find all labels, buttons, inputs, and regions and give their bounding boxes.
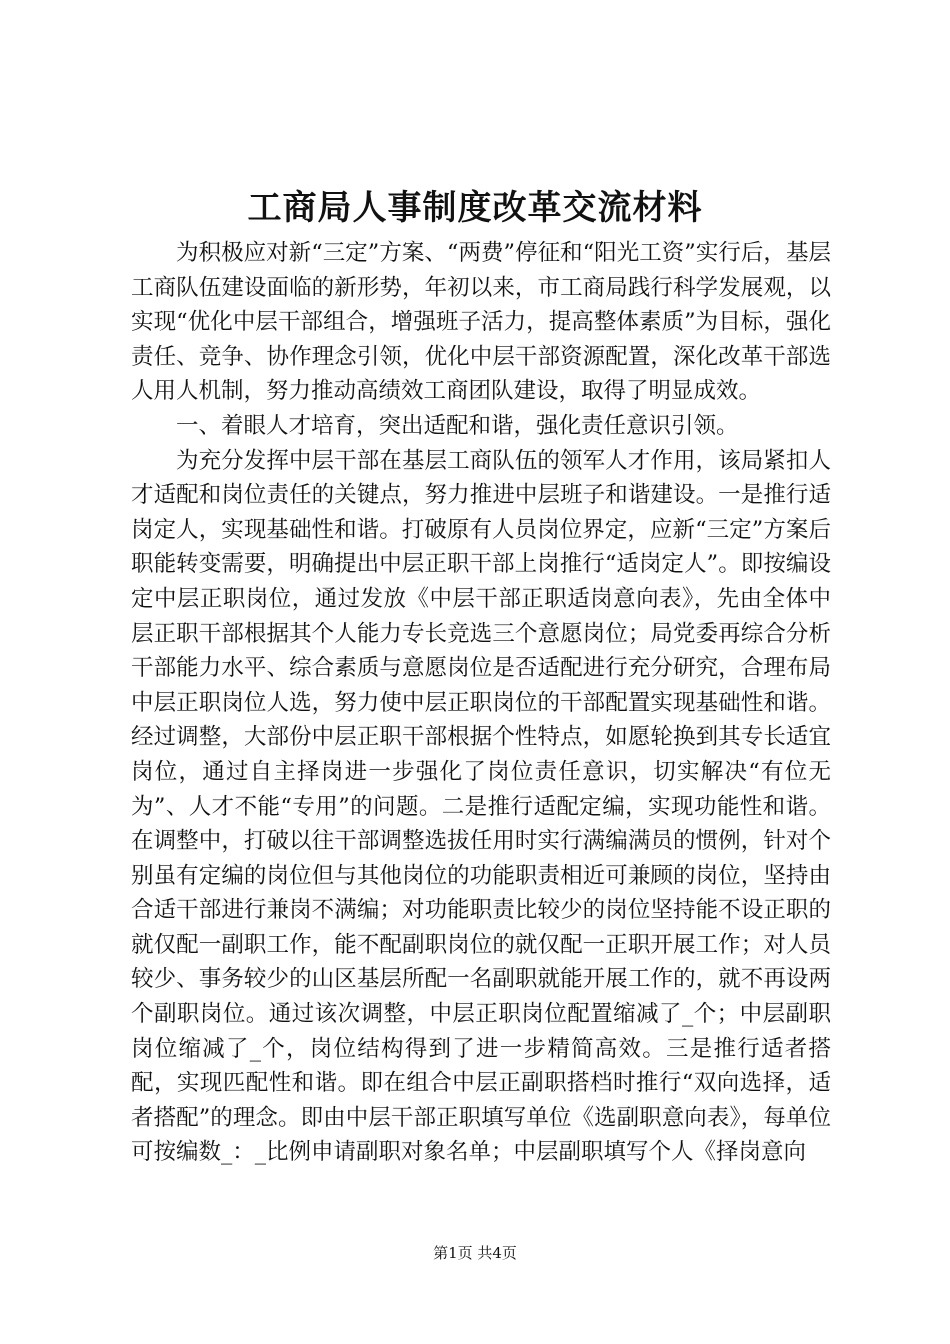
page-number: 第1页 共4页 [433,1244,517,1262]
body-paragraph: 为充分发挥中层干部在基层工商队伍的领军人才作用，该局紧扣人才适配和岗位责任的关键点，努力推进中层班子和谐建设。一是推行适岗定人，实现基础性和谐。打破原有人员岗位界定，应新“三定”方案后职能转变需要，明确提出中层正职干部上岗推行“适岗定人”。即按编设定中层正职岗位，通过发放《中层干部正职适岗意向表》，先由全体中层正职干部根据其个人能力专长竞选三个意愿岗位；局党委再综合分析干部能力水平、综合素质与意愿岗位是否适配进行充分研究，合理布局中层正职岗位人选，努力使中层正职岗位的干部配置实现基础性和谐。经过调整，大部份中层正职干部根据个性特点，如愿轮换到其专长适宜岗位，通过自主择岗进一步强化了岗位责任意识，切实解决“有位无为”、人才不能“专用”的问题。二是推行适配定编，实现功能性和谐。在调整中，打破以往干部调整选拔任用时实行满编满员的惯例，针对个别虽有定编的岗位但与其他岗位的功能职责相近可兼顾的岗位，坚持由合适干部进行兼岗不满编；对功能职责比较少的岗位坚持能不设正职的就仅配一副职工作，能不配副职岗位的就仅配一正职开展工作；对人员较少、事务较少的山区基层所配一名副职就能开展工作的，就不再设两个副职岗位。通过该次调整，中层正职岗位配置缩减了_个；中层副职岗位缩减了_个，岗位结构得到了进一步精简高效。三是推行适者搭配，实现匹配性和谐。即在组合中层正副职搭档时推行“双向选择，适者搭配”的理念。即由中层干部正职填写单位《选副职意向表》，每单位可按编数_：_比例申请副职对象名单；中层副职填写个人《择岗意向 [131,447,831,1166]
document-title: 工商局人事制度改革交流材料 [247,188,703,228]
intro-paragraph: 为积极应对新“三定”方案、“两费”停征和“阳光工资”实行后，基层工商队伍建设面临的新形势，年初以来，市工商局践行科学发展观，以实现“优化中层干部组合，增强班子活力，提高整体素质”为目标，强化责任、竞争、协作理念引领，优化中层干部资源配置，深化改革干部选人用人机制，努力推动高绩效工商团队建设，取得了明显成效。 [131,240,831,405]
section-heading: 一、着眼人才培育，突出适配和谐，强化责任意识引领。 [176,412,739,439]
document-body [131,236,831,1170]
